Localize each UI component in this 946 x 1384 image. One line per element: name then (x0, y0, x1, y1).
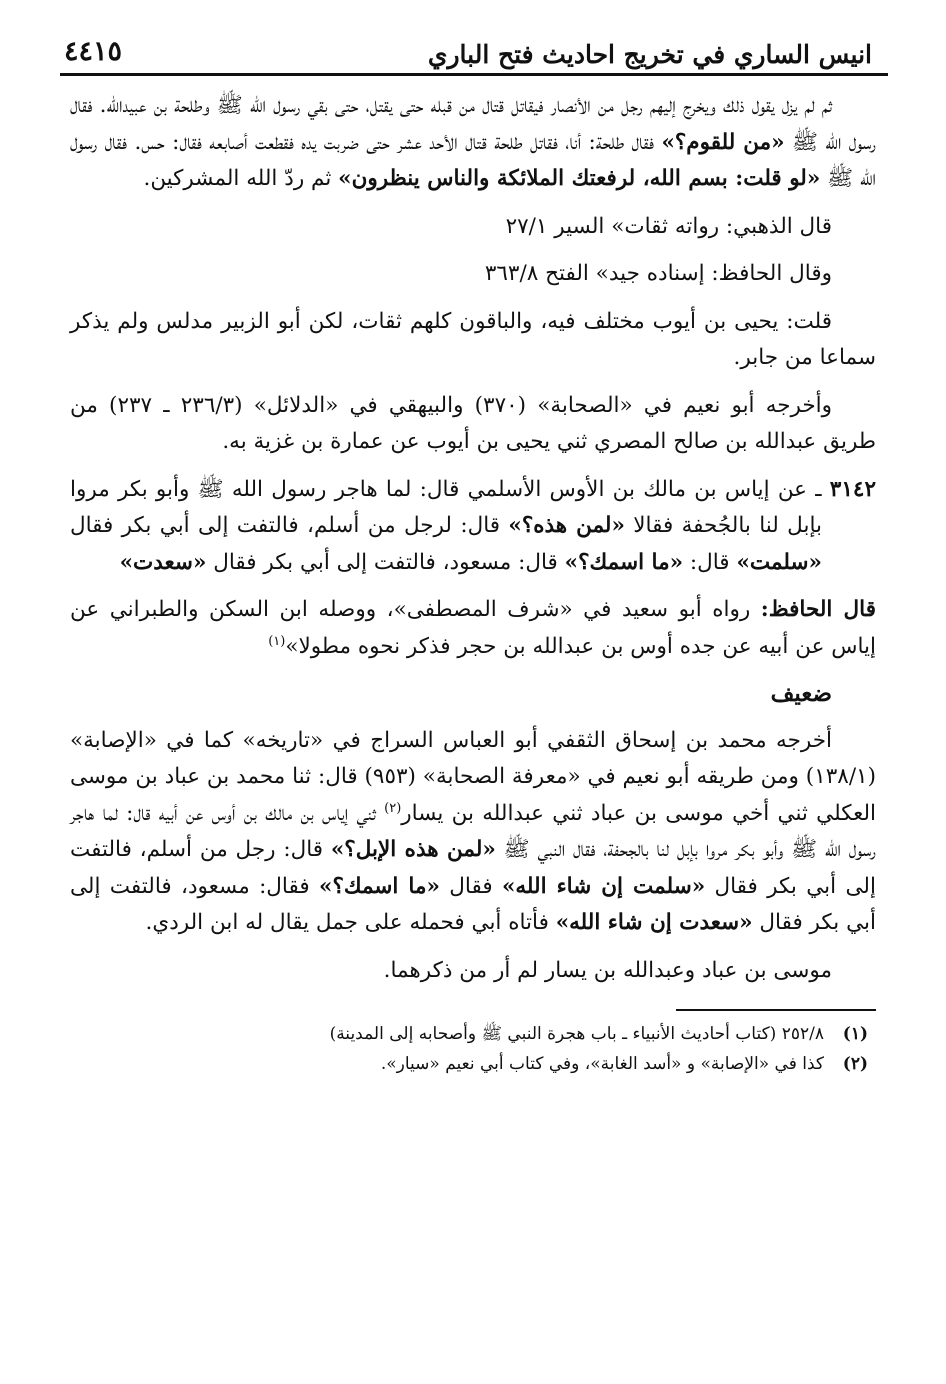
quote-bold: «لمن هذه؟» (508, 513, 625, 538)
footnote-number: (١) (842, 1024, 868, 1044)
text-run: قال: رجل من أسلم، فالتفت إلى أبي بكر فقال (70, 837, 876, 899)
quote-bold: «سلمت إن شاء الله» (501, 873, 706, 899)
footnote-text: ٢٥٢/٨ (كتاب أحاديث الأنبياء ـ باب هجرة النبي ﷺ وأصحابه إلى المدينة) (329, 1024, 824, 1044)
paragraph-final: موسى بن عباد وعبدالله بن يسار لم أر من ذكرهما. (383, 957, 832, 983)
text-run: فقال: مسعود، فالتفت إلى أبي بكر فقال (70, 873, 876, 935)
footnote-ref[interactable]: (٢) (384, 800, 402, 816)
paragraph-takhrij-2 (70, 723, 876, 942)
page-header (64, 30, 876, 76)
paragraph-dhahabi: قال الذهبي: رواته ثقات» السير ٢٧/١ (505, 213, 832, 239)
paragraph-comment: قلت: يحيى بن أيوب مختلف فيه، والباقون كلهم ثقات، لكن أبو الزبير مدلس ولم يذكر سماعا من جابر. (70, 308, 876, 370)
footnote-text: كذا في «الإصابة» و «أسد الغابة»، وفي كتاب أبي نعيم «سيار». (380, 1054, 824, 1074)
footnote-1 (70, 1019, 876, 1049)
header-rule (60, 73, 888, 76)
text-run: ثني إياس بن مالك بن أوس عن أبيه قال: لما هاجر رسول الله ﷺ وأبو بكر مروا بإبل لنا بالجحفة، فقال النبي ﷺ (70, 800, 876, 862)
text-run: ثم لم يزل يقول ذلك ويخرج إليهم رجل من الأنصار فيقاتل قتال من قبله حتى يقتل، حتى بقي رسول الله ﷺ وطلحة بن عبيدالله. فقال رسول الله ﷺ (70, 93, 876, 155)
running-title: انيس الساري في تخريج احاديث فتح الباري (427, 40, 872, 69)
footnote-number: (٢) (842, 1054, 868, 1074)
text-run: قال: مسعود، فالتفت إلى أبي بكر فقال (206, 549, 565, 575)
text-run: فقال طلحة: أنا، فقاتل طلحة قتال الأحد عشر حتى ضربت يده فقطعت أصابعه فقال: حس. فقال رسول الله ﷺ (70, 129, 876, 191)
text-run: رواه أبو سعيد في «شرف المصطفى»، ووصله ابن السكن والطبراني عن إياس عن أبيه عن جده أوس بن عبدالله بن حجر فذكر نحوه مطولا» (70, 597, 876, 659)
quote-bold: «سعدت» (119, 549, 207, 575)
text-run: فقال (439, 873, 502, 899)
quote-bold: «لمن هذه الإبل؟» (330, 837, 496, 862)
hadith-3142 (70, 472, 876, 582)
page-body (70, 88, 876, 1079)
paragraph-narration (70, 88, 876, 198)
footnote-ref[interactable]: (١) (268, 633, 286, 649)
page-number: ٤٤١٥ (64, 36, 123, 67)
text-run: فأتاه أبي فحمله على جمل يقال له ابن الردي. (145, 910, 556, 935)
footnotes (70, 1019, 876, 1079)
text-run: أخرجه محمد بن إسحاق الثقفي أبو العباس السراج في «تاريخه» كما في «الإصابة» (١٣٨/١) ومن طريقه أبو نعيم في «معرفة الصحابة» (٩٥٣) قال: ثنا محمد بن عباد بن موسى العكلي ثني أخي موسى بن عباد ثني عبدالله بن يسار (70, 727, 876, 826)
quote-bold: «سعدت إن شاء الله» (555, 910, 753, 935)
quote-bold: «لو قلت: بسم الله، لرفعتك الملائكة والناس ينظرون» (338, 166, 821, 191)
quote-bold: «ما اسمك؟» (319, 873, 440, 899)
hadith-number: ٣١٤٢ (829, 476, 876, 502)
paragraph-takhrij: وأخرجه أبو نعيم في «الصحابة» (٣٧٠) والبيهقي في «الدلائل» (٢٣٦/٣ ـ ٢٣٧) من طريق عبدالله بن صالح المصري ثني يحيى بن أيوب عن عمارة بن غزية به. (70, 392, 876, 454)
quote-bold: «ما اسمك؟» (564, 549, 684, 575)
text-run: قال: لرجل من أسلم، فالتفت إلى أبي بكر فقال (70, 513, 509, 538)
quote-bold: «سلمت» (736, 549, 822, 575)
text-run: ثم ردّ الله المشركين. (143, 166, 339, 191)
text-run: قال: (683, 549, 737, 575)
footnote-2 (70, 1049, 876, 1079)
paragraph-hafiz: وقال الحافظ: إسناده جيد» الفتح ٣٦٣/٨ (484, 261, 832, 286)
text-run: ـ عن إياس بن مالك بن الأوس الأسلمي قال: لما هاجر رسول الله ﷺ وأبو بكر مروا بإبل لنا بالجُحفة فقالا (70, 476, 830, 538)
label-bold: قال الحافظ: (760, 597, 876, 622)
footnote-divider (676, 1009, 876, 1011)
paragraph-hafiz-note (70, 592, 876, 665)
grade-label: ضعيف (770, 680, 832, 707)
quote-bold: «من للقوم؟» (661, 129, 785, 155)
